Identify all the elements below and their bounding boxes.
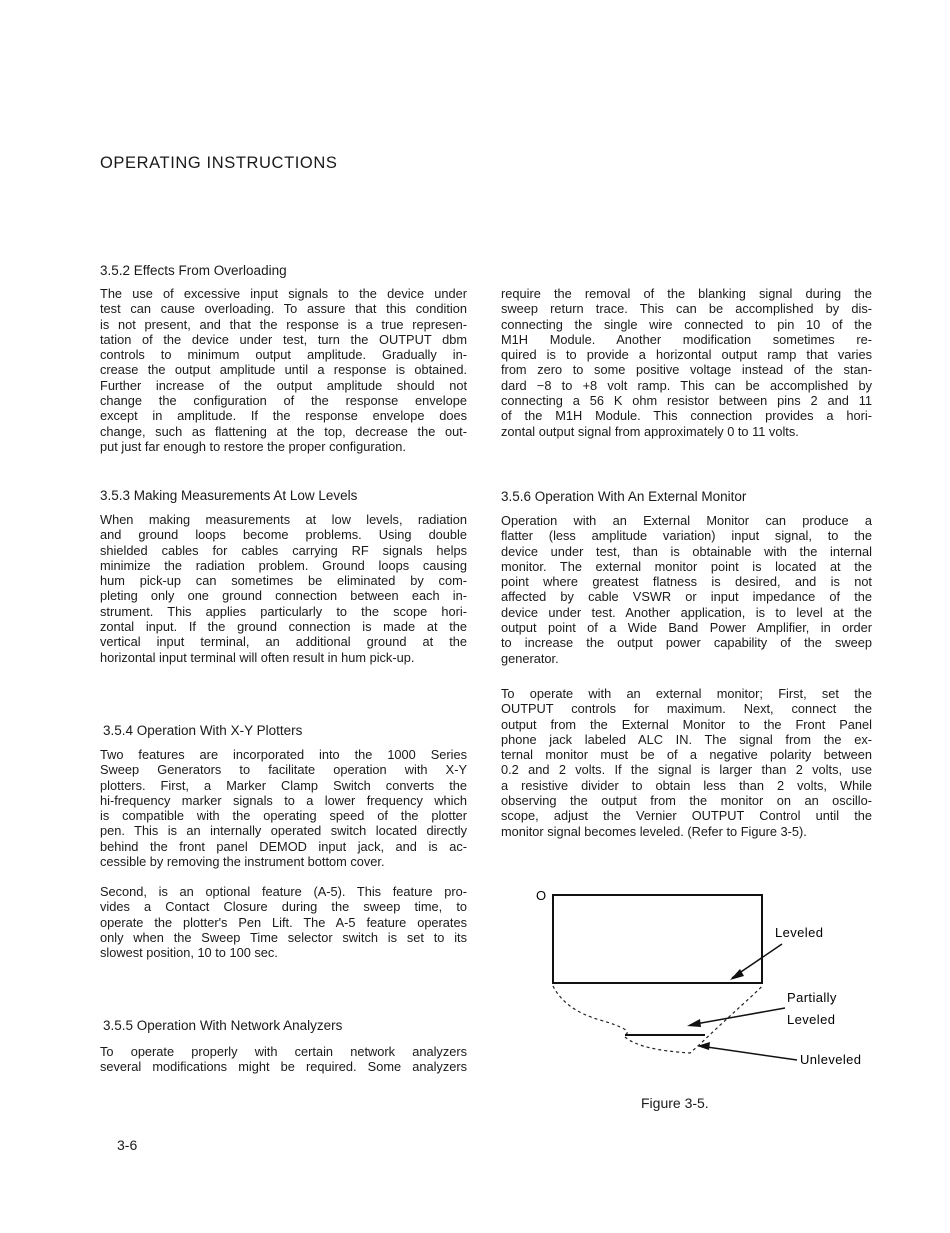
figure-caption: Figure 3-5. — [641, 1095, 709, 1111]
text-line: connecting a 56 K ohm resistor between pins 2 and 11 — [501, 393, 872, 409]
text-line: device under test, than is obtainable with the internal — [501, 543, 872, 559]
paragraph-3-5-5-continued — [501, 286, 872, 439]
text-line: crease the output amplitude until a response is obtained. — [100, 362, 467, 378]
text-line: observing the output from the monitor on an oscillo- — [501, 793, 872, 809]
text-line: Operation with an External Monitor can produce a — [501, 513, 872, 528]
text-line: monitor. The external monitor point is located at the — [501, 558, 872, 574]
paragraph-3-5-4-second — [100, 884, 467, 960]
paragraph-3-5-6 — [501, 513, 872, 666]
text-line: flatter (less amplitude variation) input signal, to the — [501, 528, 872, 544]
label-partially: Partially — [787, 990, 837, 1005]
unleveled-arrow — [700, 1046, 797, 1060]
text-line: several modifications might be required. Some analyzers — [100, 1059, 467, 1075]
text-line: To operate with an external monitor; First, set the — [501, 686, 872, 701]
text-line: sweep return trace. This can be accomplished by dis- — [501, 301, 872, 317]
heading-3-5-6: 3.5.6 Operation With An External Monitor — [501, 489, 747, 504]
text-line: When making measurements at low levels, radiation — [100, 512, 467, 527]
paragraph-3-5-6-procedure — [501, 686, 872, 839]
text-line: behind the front panel DEMOD input jack, and is ac- — [100, 838, 467, 854]
text-line: operate the plotter's Pen Lift. The A-5 feature operates — [100, 914, 467, 930]
text-line: strument. This applies particularly to the scope hori- — [100, 603, 467, 619]
text-line: only when the Sweep Time selector switch is set to its — [100, 929, 467, 945]
text-line: minimize the radiation problem. Ground loops causing — [100, 557, 467, 573]
text-line: cessible by removing the instrument bottom cover. — [100, 854, 385, 870]
text-line: 0.2 and 2 volts. If the signal is larger than 2 volts, use — [501, 762, 872, 778]
text-line: to increase the output power capability of the sweep — [501, 635, 872, 651]
label-leveled: Leveled — [775, 925, 824, 940]
text-line: The use of excessive input signals to the device under — [100, 286, 467, 301]
text-line: scope, adjust the Vernier OUTPUT Control until the — [501, 808, 872, 824]
text-line: ternal monitor must be of a negative polarity between — [501, 747, 872, 763]
text-line: from zero to some positive voltage instead of the stan- — [501, 362, 872, 378]
text-line: tation of the device under test, turn the OUTPUT dbm — [100, 331, 467, 347]
text-line: except in amplitude. If the response envelope does — [100, 408, 467, 424]
paragraph-3-5-3 — [100, 512, 467, 665]
text-line: output from the External Monitor to the Front Panel — [501, 716, 872, 732]
arrow-head-icon — [687, 1019, 701, 1027]
text-line: hi-frequency marker signals to a lower frequency which — [100, 792, 467, 808]
text-line: of the M1H Module. This connection provides a hori- — [501, 408, 872, 424]
figure-3-5-diagram — [520, 880, 890, 1120]
text-line: change the configuration of the response envelope — [100, 393, 467, 409]
text-line: quired is to provide a horizontal output ramp that varies — [501, 347, 872, 363]
page-number: 3-6 — [117, 1137, 138, 1153]
page-header: OPERATING INSTRUCTIONS — [100, 154, 338, 172]
paragraph-3-5-5 — [100, 1044, 467, 1075]
heading-3-5-4: 3.5.4 Operation With X-Y Plotters — [103, 723, 303, 738]
unleveled-dashed-trace — [553, 986, 762, 1053]
zero-label: O — [536, 888, 547, 903]
text-line: require the removal of the blanking signal during the — [501, 286, 872, 301]
text-line: is not present, and that the response is a true represen- — [100, 316, 467, 332]
text-line: point where greatest flatness is desired, and is not — [501, 574, 872, 590]
text-line: affected by cable VSWR or input impedance of the — [501, 589, 872, 605]
partially-leveled-arrow — [690, 1008, 785, 1025]
text-line: Further increase of the output amplitude should not — [100, 377, 467, 393]
text-line: slowest position, 10 to 100 sec. — [100, 945, 278, 961]
text-line: Two features are incorporated into the 1000 Series — [100, 747, 467, 762]
text-line: hum pick-up can sometimes be eliminated by com- — [100, 573, 467, 589]
text-line: pleting only one ground connection between each in- — [100, 588, 467, 604]
text-line: device under test. Another application, is to level at the — [501, 604, 872, 620]
text-line: pen. This is an internally operated switch located directly — [100, 823, 467, 839]
paragraph-3-5-4 — [100, 747, 467, 869]
text-line: zontal output signal from approximately 0 to 11 volts. — [501, 423, 799, 439]
text-line: put just far enough to restore the proper configuration. — [100, 438, 406, 454]
arrow-head-icon — [697, 1042, 710, 1050]
text-line: test can cause overloading. To assure that this condition — [100, 301, 467, 317]
heading-3-5-2: 3.5.2 Effects From Overloading — [100, 263, 287, 278]
text-line: a resistive divider to obtain less than 2 volts, While — [501, 777, 872, 793]
text-line: output point of a Wide Band Power Amplifier, in order — [501, 620, 872, 636]
text-line: vertical input terminal, an additional ground at the — [100, 634, 467, 650]
text-line: horizontal input terminal will often result in hum pick-up. — [100, 649, 415, 665]
text-line: change, such as flattening at the top, decrease the out- — [100, 423, 467, 439]
text-line: is compatible with the operating speed of the plotter — [100, 808, 467, 824]
text-line: To operate properly with certain network analyzers — [100, 1044, 467, 1059]
text-line: dard −8 to +8 volt ramp. This can be accomplished by — [501, 377, 872, 393]
text-line: M1H Module. Another modification sometimes re- — [501, 331, 872, 347]
text-line: controls to minimum output amplitude. Gradually in- — [100, 347, 467, 363]
text-line: and ground loops become problems. Using double — [100, 527, 467, 543]
heading-3-5-3: 3.5.3 Making Measurements At Low Levels — [100, 488, 358, 503]
heading-3-5-5: 3.5.5 Operation With Network Analyzers — [103, 1018, 343, 1033]
text-line: zontal input. If the ground connection is made at the — [100, 619, 467, 635]
text-line: Second, is an optional feature (A-5). This feature pro- — [100, 884, 467, 899]
text-line: vides a Contact Closure during the sweep time, to — [100, 899, 467, 915]
text-line: shielded cables for cables carrying RF signals helps — [100, 542, 467, 558]
text-line: Sweep Generators to facilitate operation with X-Y — [100, 762, 467, 778]
paragraph-3-5-2 — [100, 286, 467, 454]
text-line: connecting the single wire connected to pin 10 of the — [501, 316, 872, 332]
text-line: monitor signal becomes leveled. (Refer to Figure 3-5). — [501, 823, 807, 839]
text-line: phone jack labeled ALC IN. The signal from the ex- — [501, 731, 872, 747]
text-line: OUTPUT controls for maximum. Next, connect the — [501, 701, 872, 717]
text-line: plotters. First, a Marker Clamp Switch converts the — [100, 777, 467, 793]
text-line: generator. — [501, 650, 559, 666]
label-unleveled: Unleveled — [800, 1052, 862, 1067]
leveled-trace-box — [553, 895, 762, 983]
label-partially-leveled: Leveled — [787, 1012, 836, 1027]
